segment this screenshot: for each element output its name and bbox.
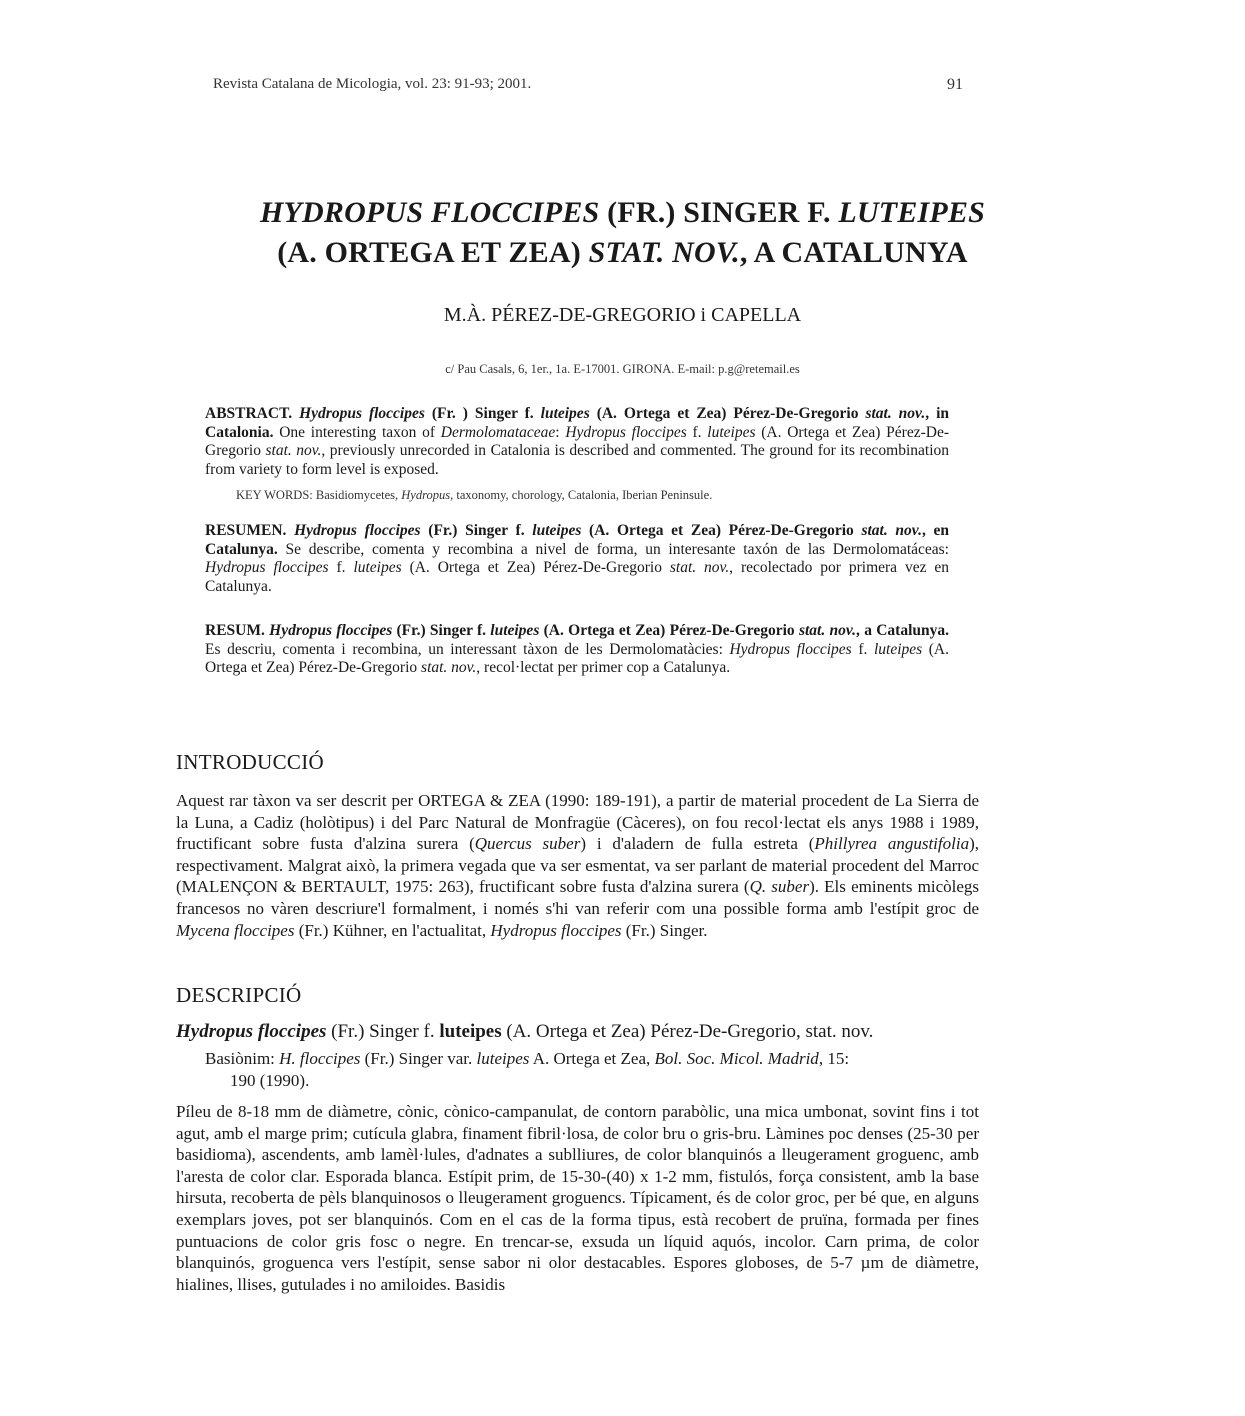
intro-text: Q. suber bbox=[749, 877, 810, 897]
intro-text: ), respectivament. Malgrat això, la primera vegada que va ser esmentat, va ser parlant de material procedent del Marroc (MALENÇON & BERTAULT, 1975: 263), fructificant sobre fusta d'alzina surera ( bbox=[176, 834, 980, 897]
resum-text: luteipes bbox=[873, 640, 923, 658]
abstract-text: Dermolomataceae bbox=[440, 423, 556, 441]
resumen-title-part: (A. Ortega et Zea) Pérez-De-Gregorio bbox=[581, 522, 862, 539]
species-name-line bbox=[176, 1021, 979, 1043]
title-part: STAT. NOV. bbox=[588, 236, 740, 269]
keywords-text: Hydropus bbox=[401, 488, 451, 502]
author-name: M.À. PÉREZ-DE-GREGORIO i CAPELLA bbox=[443, 304, 802, 326]
resum-text: Hydropus floccipes bbox=[729, 640, 852, 658]
resum-title-part: (Fr.) Singer f. bbox=[392, 622, 491, 639]
taxon-name: Hydropus floccipes bbox=[294, 522, 421, 539]
resumen-title-part: , en Catalunya. bbox=[205, 522, 950, 558]
abstract-title-part: (A. Ortega et Zea) Pérez-De-Gregorio bbox=[589, 405, 866, 422]
resumen-label: RESUMEN. bbox=[205, 522, 287, 539]
resum-text: , recol·lectat per primer cop a Catalunya. bbox=[476, 659, 731, 676]
abstract-title-part: (Fr. ) Singer f. bbox=[424, 405, 541, 422]
resumen-text: stat. nov. bbox=[669, 559, 730, 576]
abstract-text: One interesting taxon of bbox=[273, 423, 441, 441]
intro-text: Mycena floccipes bbox=[176, 920, 295, 940]
intro-text: Phillyrea angustifolia bbox=[814, 834, 970, 854]
species-text: (A. Ortega et Zea) Pérez-De-Gregorio, stat. nov. bbox=[501, 1021, 874, 1042]
resum-text: f. bbox=[851, 640, 874, 658]
abstract-title-part: , in Catalonia. bbox=[205, 405, 949, 441]
abstract-title-part: stat. nov. bbox=[865, 405, 926, 422]
title-line-1 bbox=[150, 193, 1095, 233]
intro-text: ) i d'aladern de fulla estreta ( bbox=[580, 834, 815, 854]
resumen-text: Se describe, comenta y recombina a nivel de forma, un interesante taxón de las Dermolomatáceas: bbox=[277, 540, 949, 558]
taxon-name: Hydropus floccipes bbox=[269, 622, 393, 639]
intro-text: (Fr.) Kühner, en l'actualitat, bbox=[294, 920, 491, 940]
title-part: (A. ORTEGA ET ZEA) bbox=[277, 236, 589, 269]
title-line-2 bbox=[150, 233, 1095, 273]
abstract-text: (A. Ortega et Zea) Pérez-De-Gregorio bbox=[205, 423, 950, 459]
species-text: (Fr.) Singer f. bbox=[326, 1021, 440, 1042]
resum-paragraph bbox=[205, 622, 949, 678]
basionym-text: Basiònim: bbox=[205, 1049, 280, 1068]
basionym-text: Bol. Soc. Micol. Madrid bbox=[654, 1049, 819, 1068]
keywords bbox=[236, 488, 949, 503]
resum-label: RESUM. bbox=[205, 622, 265, 639]
taxon-name: luteipes bbox=[490, 622, 540, 639]
author-address: c/ Pau Casals, 6, 1er., 1a. E-17001. GIRONA. E-mail: p.g@retemail.es bbox=[445, 362, 800, 376]
abstract-text: luteipes bbox=[707, 423, 756, 441]
page-number: 91 bbox=[947, 76, 963, 93]
resum-text: stat. nov. bbox=[421, 659, 477, 676]
taxon-name: luteipes bbox=[540, 405, 590, 422]
resumen-title-part: (Fr.) Singer f. bbox=[420, 522, 533, 539]
abstract-text: stat. nov. bbox=[265, 442, 322, 459]
resumen-text: Hydropus floccipes bbox=[205, 559, 329, 576]
taxon-name: Hydropus floccipes bbox=[176, 1021, 327, 1042]
introduccio-paragraph bbox=[176, 790, 979, 941]
abstract-text: f. bbox=[686, 423, 708, 441]
running-header bbox=[213, 76, 963, 93]
resumen-paragraph bbox=[205, 522, 949, 596]
introduccio-heading: INTRODUCCIÓ bbox=[176, 750, 324, 774]
resumen-text: , recolectado por primera vez en Catalunya. bbox=[205, 559, 950, 595]
intro-text: Aquest rar tàxon va ser descrit per ORTEGA & ZEA (1990: 189-191), a partir de material procedent de La Sierra de la Luna, a Cadiz (holòtipus) i del Parc Natural de Monfragüe (Càceres), on fou recol·lectat els anys 1988 i 1989, fructificant sobre fusta d'alzina surera ( bbox=[176, 791, 979, 854]
intro-text: Quercus suber bbox=[474, 834, 581, 854]
intro-text: ). Els eminents micòlegs francesos no vàren descriure'l formalment, i només s'hi van referir com una possible forma amb l'estípit groc de bbox=[176, 877, 979, 918]
title-part: , A CATALUNYA bbox=[739, 236, 968, 269]
resum-text: Es descriu, comenta i recombina, un interessant tàxon de les Dermolomatàcies: bbox=[205, 640, 730, 658]
descripcio-heading: DESCRIPCIÓ bbox=[176, 983, 302, 1007]
keywords-text: KEY WORDS: Basidiomycetes, bbox=[236, 488, 402, 502]
taxon-name: luteipes bbox=[439, 1021, 502, 1042]
abstract-text: Hydropus floccipes bbox=[565, 423, 687, 441]
basionym bbox=[205, 1048, 979, 1091]
abstract-text: , previously unrecorded in Catalonia is described and commented. The ground for its recombination from variety to form level is exposed. bbox=[205, 442, 949, 478]
basionym-text: H. floccipes bbox=[279, 1049, 361, 1068]
resumen-title-part: stat. nov. bbox=[861, 522, 922, 539]
resumen-text: luteipes bbox=[353, 559, 402, 576]
taxon-name: luteipes bbox=[532, 522, 582, 539]
resum-title-part: (A. Ortega et Zea) Pérez-De-Gregorio bbox=[539, 622, 799, 639]
resumen-text: f. bbox=[328, 559, 354, 576]
title-part: LUTEIPES bbox=[838, 196, 986, 229]
journal-citation: Revista Catalana de Micologia, vol. 23: 91-93; 2001. bbox=[213, 76, 532, 92]
article-title bbox=[150, 193, 1095, 273]
basionym-text: , 15: bbox=[818, 1049, 850, 1068]
basionym-text: (Fr.) Singer var. bbox=[360, 1049, 477, 1068]
basionym-text: A. Ortega et Zea, bbox=[529, 1049, 655, 1068]
title-part: (FR.) SINGER F. bbox=[599, 196, 839, 229]
abstract-paragraph bbox=[205, 405, 949, 479]
resumen-text: (A. Ortega et Zea) Pérez-De-Gregorio bbox=[401, 559, 670, 576]
keywords-text: , taxonomy, chorology, Catalonia, Iberian Peninsule. bbox=[450, 488, 713, 502]
basionym-text: luteipes bbox=[476, 1049, 530, 1068]
resum-title-part: stat. nov. bbox=[798, 622, 857, 639]
intro-text: (Fr.) Singer. bbox=[621, 920, 708, 940]
title-part: HYDROPUS FLOCCIPES bbox=[259, 196, 600, 229]
resum-title-part: , a Catalunya. bbox=[856, 622, 949, 639]
resum-text: (A. Ortega et Zea) Pérez-De-Gregorio bbox=[205, 640, 949, 676]
description-paragraph: Píleu de 8-18 mm de diàmetre, cònic, cònico-campanulat, de contorn parabòlic, una mica umbonat, sovint fins i tot agut, amb el marge prim; cutícula glabra, finament fibril·losa, de color bru o gris-bru. Làmines poc denses (25-30 per basidioma), ascendents, amb lamèl·lules, d'adnates a sublliures, de color blanquinós a lleugerament groguenc, amb l'aresta de color clar. Esporada blanca. Estípit prim, de 15-30-(40) x 1-2 mm, fistulós, força consistent, amb la base hirsuta, recoberta de pèls blanquinosos o lleugerament groguencs. Típicament, és de color groc, per bé que, en alguns exemplars joves, pot ser blanquinós. Com en el cas de la forma tipus, està recobert de pruïna, formada per fines puntuacions de color gris fosc o negre. En trencar-se, exsuda un líquid aquós, incolor. Carn prima, de color blanquinós, groguenca vers l'estípit, sense sabor ni olor destacables. Espores globoses, de 5-7 µm de diàmetre, hialines, llises, gutulades i no amiloides. Basidis bbox=[176, 1102, 979, 1294]
taxon-name: Hydropus floccipes bbox=[299, 405, 425, 422]
intro-text: Hydropus floccipes bbox=[490, 920, 622, 940]
basionym-text: 190 (1990). bbox=[230, 1070, 310, 1090]
abstract-text: : bbox=[555, 423, 566, 441]
abstract-label: ABSTRACT. bbox=[205, 405, 293, 422]
